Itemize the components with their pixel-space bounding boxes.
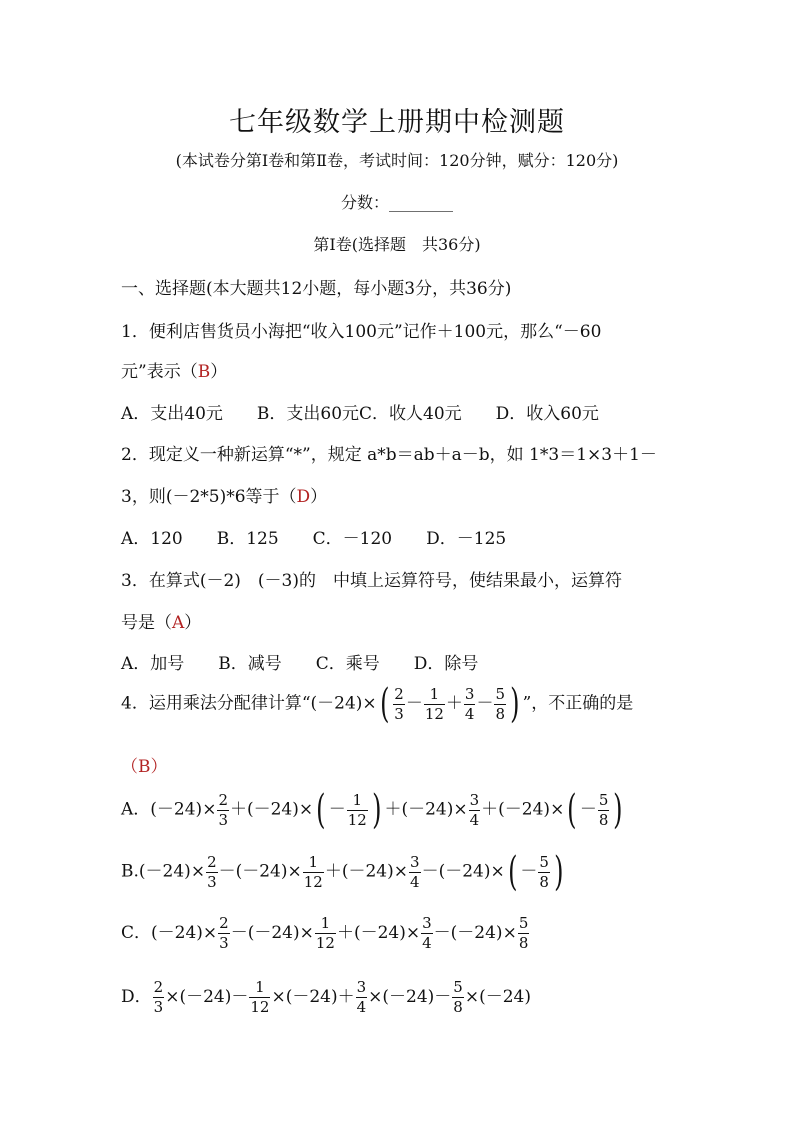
question-4-answer: （B）	[121, 757, 168, 777]
right-paren: )	[371, 787, 382, 833]
minus-sign: －	[231, 987, 249, 1007]
term: (－24)	[138, 861, 191, 882]
right-paren: )	[553, 849, 564, 895]
fraction: $\frac{3}{4}$	[356, 978, 367, 1016]
question-2-close: ）	[310, 487, 328, 507]
fraction: $\frac{1}{12}$	[315, 914, 335, 952]
question-3-prompt-end: 号是（	[121, 613, 172, 633]
times-sign: ×	[202, 799, 217, 820]
term: (－24)	[479, 987, 531, 1007]
minus-sign: －	[434, 987, 452, 1007]
question-4-prompt-end: ”，不正确的是	[522, 693, 634, 714]
minus-sign: －	[328, 799, 346, 820]
fraction: $\frac{3}{4}$	[422, 914, 432, 952]
minus-sign: －	[433, 923, 451, 943]
times-sign: ×	[368, 987, 383, 1007]
score-field: 分数：________	[340, 193, 453, 212]
question-3-line-1: 3．在算式(－2) (－3)的 中填上运算符号，使结果最小，运算符	[121, 571, 622, 591]
option-label: D．	[121, 987, 152, 1007]
fraction: $\frac{2}{3}$	[153, 978, 164, 1016]
minus-sign: －	[520, 861, 538, 882]
term: (－24)	[246, 799, 299, 820]
fraction: $\frac{2}{3}$	[218, 790, 228, 829]
fraction: $\frac{2}{3}$	[207, 852, 217, 891]
fraction: $\frac{5}{8}$	[518, 914, 529, 952]
question-1-line-1: 1．便利店售货员小海把“收入100元”记作＋100元，那么“－60	[121, 322, 602, 342]
fraction: $\frac{5}{8}$	[539, 852, 549, 891]
question-4-option-b	[121, 849, 566, 895]
fraction-two-thirds: $\frac{2}{3}$	[394, 684, 404, 723]
question-1-line-2	[121, 357, 227, 382]
term: (－24)	[401, 799, 454, 820]
term: (－24)	[450, 923, 503, 943]
fraction: $\frac{1}{12}$	[347, 790, 367, 829]
question-4-prompt: 4．运用乘法分配律计算“(－24)×	[121, 693, 377, 714]
question-3-options: A．加号 B．减号 C．乘号 D．除号	[121, 654, 479, 674]
times-sign: ×	[287, 861, 302, 882]
option-label: A．	[121, 799, 151, 820]
exam-subtitle: (本试卷分第Ⅰ卷和第Ⅱ卷，考试时间：120分钟，赋分：120分)	[175, 151, 619, 170]
fraction: $\frac{5}{8}$	[598, 790, 609, 829]
term: (－24)	[498, 799, 551, 820]
term: (－24)	[285, 987, 338, 1007]
plus-sign: ＋	[324, 861, 342, 882]
term: (－24)	[438, 861, 491, 882]
fraction-three-fourths: $\frac{3}{4}$	[464, 684, 475, 723]
question-3-close: ）	[184, 613, 202, 633]
option-label: C．	[121, 923, 152, 943]
minus-sign: －	[230, 923, 248, 943]
times-sign: ×	[299, 923, 314, 943]
fraction: $\frac{3}{4}$	[410, 852, 420, 891]
times-sign: ×	[453, 799, 468, 820]
minus-sign: －	[421, 861, 439, 882]
term: (－24)	[353, 923, 406, 943]
term: (－24)	[179, 987, 232, 1007]
term: (－24)	[150, 799, 203, 820]
question-4-option-a	[121, 787, 626, 833]
left-paren: (	[507, 849, 518, 895]
right-paren: )	[613, 787, 623, 833]
question-2-line-1: 2．现定义一种新运算“*”，规定 a*b＝ab＋a－b，如 1*3＝1×3＋1－	[121, 445, 657, 465]
times-sign: ×	[271, 987, 286, 1007]
option-label: B.	[121, 861, 139, 882]
right-paren: )	[510, 681, 520, 727]
plus-sign: ＋	[445, 693, 463, 714]
question-2-options: A．120 B．125 C．－120 D．－125	[121, 529, 507, 549]
minus-sign: －	[405, 693, 423, 714]
section-heading: 一、选择题(本大题共12小题，每小题3分，共36分)	[121, 279, 512, 299]
term: (－24)	[151, 923, 203, 943]
times-sign: ×	[405, 923, 421, 943]
question-4-line-1	[121, 681, 634, 727]
question-4-option-d	[121, 980, 531, 1015]
times-sign: ×	[202, 923, 218, 943]
fraction: $\frac{3}{4}$	[469, 790, 480, 829]
times-sign: ×	[190, 861, 206, 882]
term: (－24)	[341, 861, 394, 882]
plus-sign: ＋	[337, 987, 355, 1007]
question-2-answer: D	[296, 487, 311, 507]
left-paren: (	[567, 787, 577, 833]
question-1-close: ）	[210, 362, 228, 382]
term: (－24)	[247, 923, 300, 943]
fraction: $\frac{2}{3}$	[219, 914, 229, 952]
left-paren: (	[316, 787, 326, 833]
fraction-one-twelfth: $\frac{1}{12}$	[424, 684, 444, 723]
times-sign: ×	[464, 987, 480, 1007]
fraction: $\frac{1}{12}$	[250, 978, 270, 1016]
plus-sign: ＋	[336, 923, 354, 943]
question-2-line-2	[121, 482, 327, 507]
question-1-options: A．支出40元 B．支出60元C．收人40元 D．收入60元	[121, 404, 599, 424]
term: (－24)	[382, 987, 435, 1007]
plus-sign: ＋	[229, 799, 247, 820]
times-sign: ×	[165, 987, 180, 1007]
minus-sign: －	[218, 861, 236, 882]
question-4-option-c	[121, 916, 530, 951]
fraction: $\frac{5}{8}$	[453, 978, 463, 1016]
left-paren: (	[379, 681, 390, 727]
plus-sign: ＋	[481, 799, 499, 820]
fraction-five-eighths: $\frac{5}{8}$	[495, 684, 505, 723]
term: (－24)	[235, 861, 288, 882]
question-1-prompt-end: 元”表示（	[121, 362, 198, 382]
question-3-line-2	[121, 608, 201, 633]
times-sign: ×	[393, 861, 409, 882]
minus-sign: －	[579, 799, 597, 820]
question-1-answer: B	[197, 362, 211, 382]
question-3-answer: A	[172, 613, 185, 633]
plus-sign: ＋	[384, 799, 402, 820]
question-2-prompt-end: 3，则(－2*5)*6等于（	[121, 487, 297, 507]
page-title: 七年级数学上册期中检测题	[229, 107, 565, 138]
fraction: $\frac{1}{12}$	[303, 852, 323, 891]
times-sign: ×	[490, 861, 505, 882]
times-sign: ×	[298, 799, 314, 820]
minus-sign: －	[476, 693, 494, 714]
part-title: 第Ⅰ卷(选择题 共36分)	[313, 235, 481, 254]
times-sign: ×	[502, 923, 517, 943]
times-sign: ×	[550, 799, 565, 820]
